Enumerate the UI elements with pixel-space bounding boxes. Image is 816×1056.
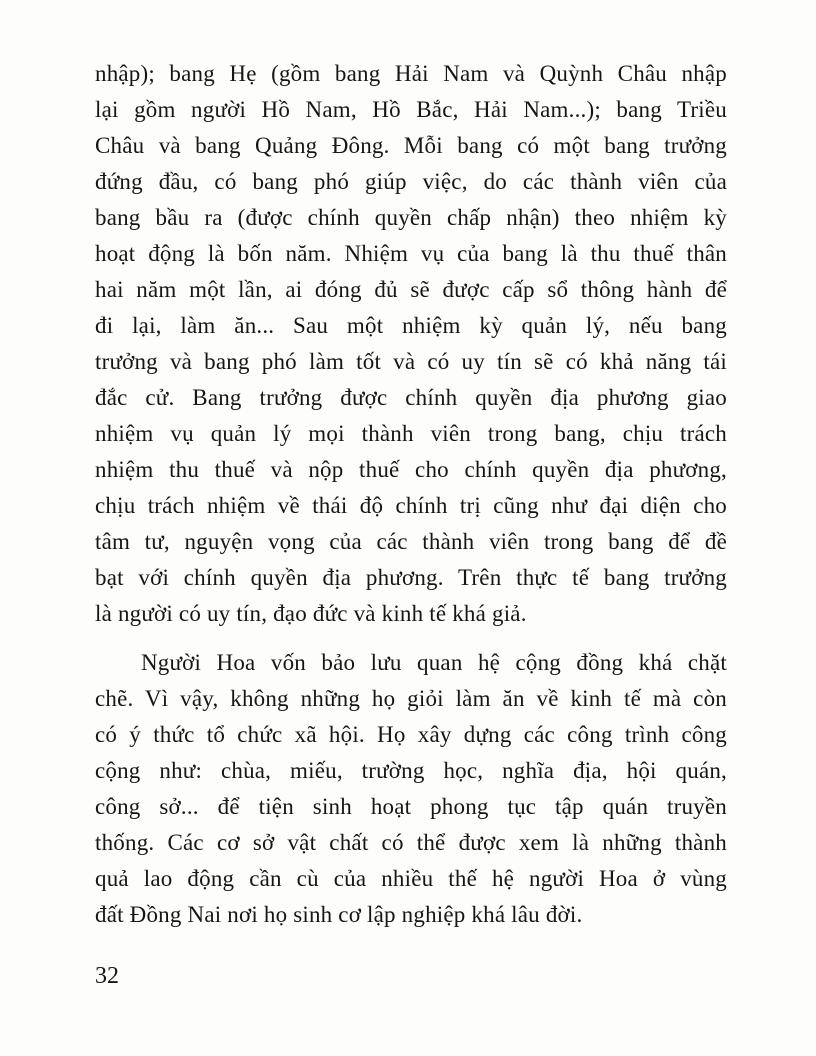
text-line: nhiệm vụ quản lý mọi thành viên trong bang, chịu trách xyxy=(95,421,727,446)
text-line: cộng như: chùa, miếu, trường học, nghĩa địa, hội quán, xyxy=(95,758,727,783)
paragraph xyxy=(95,56,727,632)
text-line: đứng đầu, có bang phó giúp việc, do các thành viên của xyxy=(95,169,727,194)
text-line: đắc cử. Bang trưởng được chính quyền địa phương giao xyxy=(95,385,727,410)
text-line: đi lại, làm ăn... Sau một nhiệm kỳ quản lý, nếu bang xyxy=(95,313,727,338)
text-line: nhiệm thu thuế và nộp thuế cho chính quyền địa phương, xyxy=(95,457,727,482)
text-line: bang bầu ra (được chính quyền chấp nhận) theo nhiệm kỳ xyxy=(95,205,727,230)
text-line: thống. Các cơ sở vật chất có thể được xem là những thành xyxy=(95,830,727,855)
text-line: Người Hoa vốn bảo lưu quan hệ cộng đồng khá chặt xyxy=(141,650,727,675)
text-block xyxy=(95,56,727,933)
text-line: hoạt động là bốn năm. Nhiệm vụ của bang là thu thuế thân xyxy=(95,241,727,266)
text-line: lại gồm người Hồ Nam, Hồ Bắc, Hải Nam...); bang Triều xyxy=(95,97,727,122)
text-line: là người có uy tín, đạo đức và kinh tế khá giả. xyxy=(95,601,527,626)
text-line: trưởng và bang phó làm tốt và có uy tín sẽ có khả năng tái xyxy=(95,349,727,374)
text-line: nhập); bang Hẹ (gồm bang Hải Nam và Quỳnh Châu nhập xyxy=(95,61,727,86)
text-line: quả lao động cần cù của nhiều thế hệ người Hoa ở vùng xyxy=(95,866,727,891)
text-line: Châu và bang Quảng Đông. Mỗi bang có một bang trưởng xyxy=(95,133,727,158)
text-line: chẽ. Vì vậy, không những họ giỏi làm ăn về kinh tế mà còn xyxy=(95,686,727,711)
paragraph xyxy=(95,645,727,933)
text-line: tâm tư, nguyện vọng của các thành viên trong bang để đề xyxy=(95,529,727,554)
text-line: hai năm một lần, ai đóng đủ sẽ được cấp sổ thông hành để xyxy=(95,277,727,302)
page-number: 32 xyxy=(95,963,119,989)
text-line: công sở... để tiện sinh hoạt phong tục tập quán truyền xyxy=(95,794,727,819)
text-line: bạt với chính quyền địa phương. Trên thực tế bang trưởng xyxy=(95,565,727,590)
text-line: đất Đồng Nai nơi họ sinh cơ lập nghiệp khá lâu đời. xyxy=(95,902,583,927)
text-line: có ý thức tổ chức xã hội. Họ xây dựng các công trình công xyxy=(95,722,727,747)
text-line: chịu trách nhiệm về thái độ chính trị cũng như đại diện cho xyxy=(95,493,727,518)
